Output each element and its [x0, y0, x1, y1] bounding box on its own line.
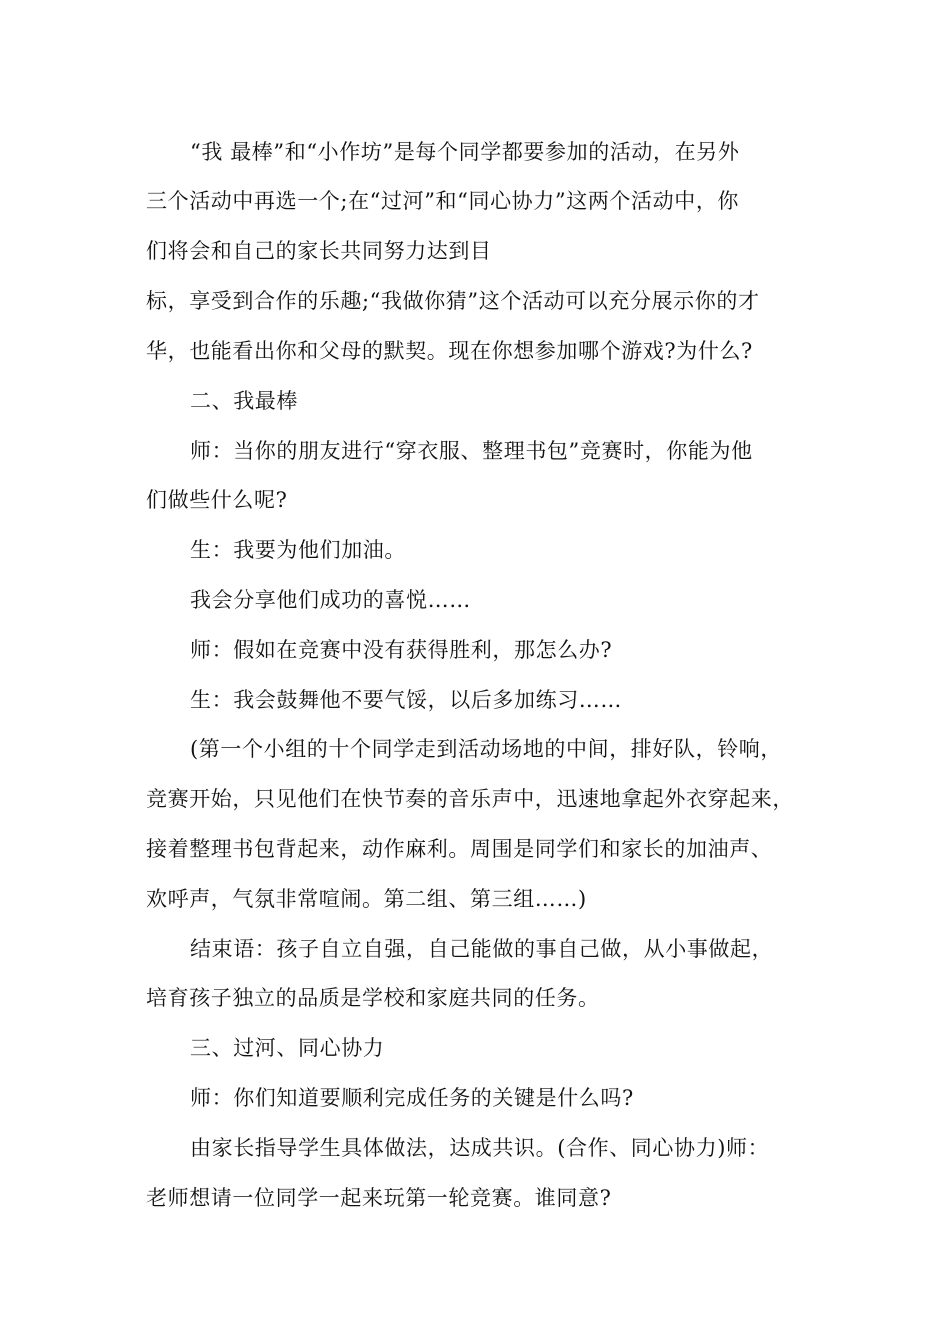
paragraph-line: 三个活动中再选一个;在“过河”和“同心协力”这两个活动中，你 — [146, 189, 740, 213]
paragraph-line: (第一个小组的十个同学走到活动场地的中间，排好队，铃响， — [190, 737, 782, 761]
paragraph-line: 们将会和自己的家长共同努力达到目 — [146, 239, 492, 263]
paragraph-line: 们做些什么呢? — [146, 488, 288, 512]
paragraph-line: 生：我要为他们加油。 — [190, 538, 406, 562]
paragraph-line: 结束语：孩子自立自强，自己能做的事自己做，从小事做起， — [190, 937, 774, 961]
paragraph-line: 欢呼声，气氛非常喧闹。第二组、第三组……) — [146, 887, 587, 911]
paragraph-line: 接着整理书包背起来，动作麻利。周围是同学们和家长的加油声、 — [146, 837, 773, 861]
paragraph-line: 培育孩子独立的品质是学校和家庭共同的任务。 — [146, 986, 600, 1010]
paragraph-line: 师：假如在竞赛中没有获得胜利，那怎么办? — [190, 638, 613, 662]
paragraph-line: 师：你们知道要顺利完成任务的关键是什么吗? — [190, 1086, 634, 1110]
section-heading: 二、我最棒 — [190, 389, 298, 413]
paragraph-line: 标，享受到合作的乐趣;“我做你猜”这个活动可以充分展示你的才 — [146, 289, 760, 313]
paragraph-line: 由家长指导学生具体做法，达成共识。(合作、同心协力)师： — [190, 1136, 770, 1160]
paragraph-line: 华，也能看出你和父母的默契。现在你想参加哪个游戏?为什么? — [146, 339, 753, 363]
paragraph-line: “我 最棒”和“小作坊”是每个同学都要参加的活动，在另外 — [190, 140, 740, 164]
paragraph-line: 师：当你的朋友进行“穿衣服、整理书包”竞赛时，你能为他 — [190, 439, 753, 463]
paragraph-line: 生：我会鼓舞他不要气馁，以后多加练习…… — [190, 688, 622, 712]
paragraph-line: 老师想请一位同学一起来玩第一轮竞赛。谁同意? — [146, 1186, 612, 1210]
paragraph-line: 我会分享他们成功的喜悦…… — [190, 588, 471, 612]
section-heading: 三、过河、同心协力 — [190, 1036, 385, 1060]
paragraph-line: 竞赛开始，只见他们在快节奏的音乐声中，迅速地拿起外衣穿起来， — [146, 787, 794, 811]
